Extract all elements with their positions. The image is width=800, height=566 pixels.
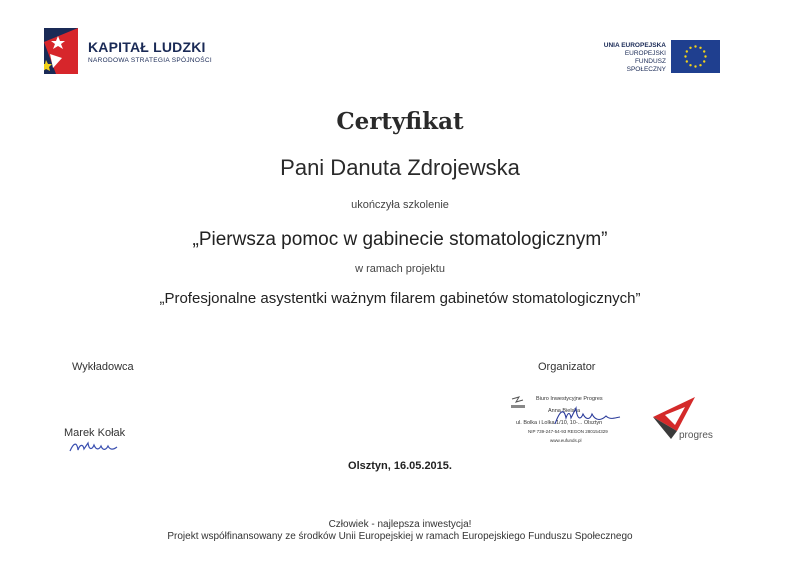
stamp-person: Anna Bielska: [548, 408, 581, 414]
kapital-ludzki-logo: [44, 28, 78, 74]
kapital-ludzki-subtitle: NARODOWA STRATEGIA SPÓJNOŚCI: [88, 57, 212, 64]
recipient-name: Pani Danuta Zdrojewska: [280, 155, 520, 180]
stamp-company: Biuro Inwestycyjne Progres: [536, 396, 603, 402]
eu-logo-line2: EUROPEJSKI: [624, 50, 666, 57]
lecturer-signature: [68, 438, 120, 456]
eu-logo-text: [596, 42, 666, 74]
stamp-website: www.eufunds.pl: [550, 438, 582, 443]
eu-logo-line3: FUNDUSZ SPOŁECZNY: [626, 58, 666, 73]
kapital-ludzki-title: KAPITAŁ LUDZKI: [88, 39, 206, 55]
organizer-label: Organizator: [538, 361, 596, 373]
issue-date: Olsztyn, 16.05.2015.: [348, 460, 452, 472]
stamp-logo-icon: [510, 396, 526, 410]
course-title: „Pierwsza pomoc w gabinecie stomatologicznym”: [192, 229, 608, 250]
completed-text: ukończyła szkolenie: [351, 199, 449, 211]
certificate-title: Certyfikat: [336, 108, 464, 135]
footer-slogan: Człowiek - najlepsza inwestycja!: [328, 519, 472, 530]
project-title: „Profesjonalne asystentki ważnym filarem gabinetów stomatologicznych”: [159, 290, 641, 307]
within-project-text: w ramach projektu: [355, 263, 445, 275]
eu-flag-icon: [671, 40, 720, 73]
footer-funding-note: Projekt współfinansowany ze środków Unii Europejskiej w ramach Europejskiego Funduszu Społecznego: [167, 531, 633, 542]
organizer-signature: [552, 404, 624, 430]
lecturer-name: Marek Kołak: [64, 427, 126, 439]
stamp-nip-regon: NIP 739-247-54-93 REGON 280154329: [528, 429, 608, 434]
stamp-address: ul. Bolka i Lolka 1/10, 10-... Olsztyn: [516, 420, 603, 426]
eu-logo-line1: UNIA EUROPEJSKA: [603, 42, 666, 49]
lecturer-label: Wykładowca: [72, 361, 134, 373]
progres-brand-name: progres: [679, 430, 713, 441]
